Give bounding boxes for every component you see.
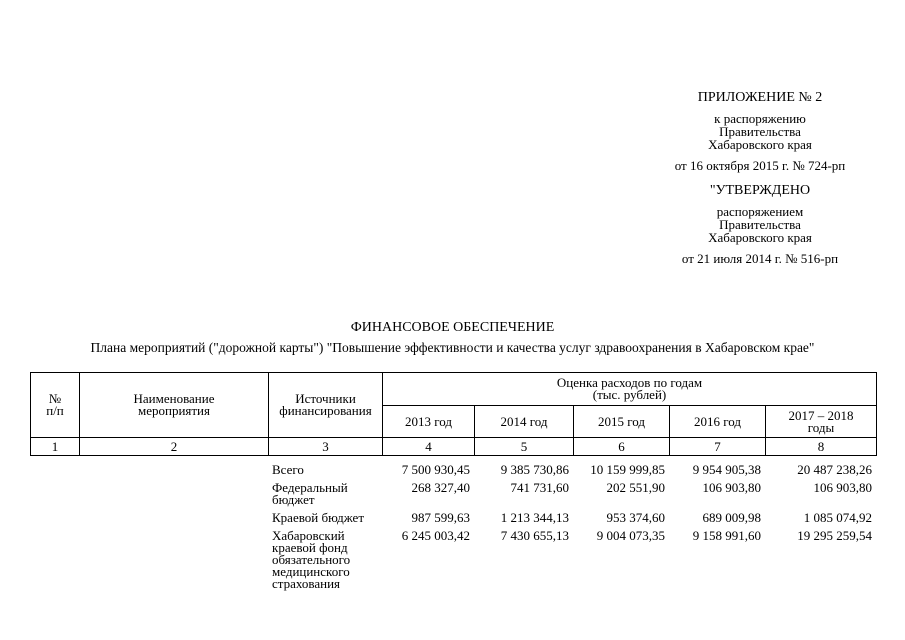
column-number: 7: [670, 438, 766, 456]
amount-cell: 19 295 259,54: [797, 528, 872, 543]
funding-source: Краевой бюджет: [272, 510, 365, 525]
amount-cell: 268 327,40: [411, 480, 470, 495]
header-year: 2015 год: [574, 406, 670, 438]
column-number: 8: [766, 438, 877, 456]
appendix-block: [640, 91, 880, 172]
column-number: 4: [383, 438, 475, 456]
header-year: 2013 год: [383, 406, 475, 438]
column-number: 3: [269, 438, 383, 456]
table-row: [268, 464, 876, 482]
appendix-line: к распоряжению: [714, 111, 806, 126]
amount-cell: 741 731,60: [510, 480, 569, 495]
header-funding-sources: Источники финансирования: [269, 373, 383, 438]
amount-cell: 9 954 905,38: [692, 462, 761, 477]
amount-cell: 1 213 344,13: [500, 510, 569, 525]
amount-cell: 10 159 999,85: [590, 462, 665, 477]
funding-source: Федеральный бюджет: [272, 480, 348, 507]
approved-block: [640, 184, 880, 265]
amount-cell: 7 430 655,13: [500, 528, 569, 543]
amount-cell: 106 903,80: [702, 480, 761, 495]
table-row: [268, 482, 876, 512]
amount-cell: 987 599,63: [411, 510, 470, 525]
amount-cell: 7 500 930,45: [401, 462, 470, 477]
financing-table-header: [30, 372, 877, 456]
amount-cell: 9 158 991,60: [692, 528, 761, 543]
approved-heading: "УТВЕРЖДЕНО: [709, 183, 811, 198]
financing-data: [268, 464, 876, 596]
appendix-line: Хабаровского края: [708, 137, 812, 152]
document-subtitle: Плана мероприятий ("дорожной карты") "Повышение эффективности и качества услуг здравоохранения в Хабаровском крае": [90, 340, 815, 355]
document-title: ФИНАНСОВОЕ ОБЕСПЕЧЕНИЕ: [350, 320, 555, 335]
approved-line: Хабаровского края: [708, 230, 812, 245]
header-activity-name: Наименование мероприятия: [80, 373, 269, 438]
appendix-date: от 16 октября 2015 г. № 724-рп: [674, 158, 846, 173]
column-number: 1: [31, 438, 80, 456]
table-row: [268, 512, 876, 530]
approved-line: распоряжением: [716, 204, 804, 219]
amount-cell: 106 903,80: [813, 480, 872, 495]
header-year: 2016 год: [670, 406, 766, 438]
amount-cell: 9 385 730,86: [500, 462, 569, 477]
amount-cell: 9 004 073,35: [596, 528, 665, 543]
approved-line: Правительства: [719, 217, 801, 232]
column-number: 6: [574, 438, 670, 456]
amount-cell: 20 487 238,26: [797, 462, 872, 477]
appendix-line: Правительства: [719, 124, 801, 139]
amount-cell: 6 245 003,42: [401, 528, 470, 543]
column-number: 5: [475, 438, 574, 456]
column-number: 2: [80, 438, 269, 456]
funding-source: Хабаровский краевой фонд обязательного медицинского страхования: [272, 528, 351, 591]
amount-cell: 953 374,60: [606, 510, 665, 525]
amount-cell: 1 085 074,92: [803, 510, 872, 525]
funding-source: Всего: [272, 462, 304, 477]
header-year: 2014 год: [475, 406, 574, 438]
approved-date: от 21 июля 2014 г. № 516-рп: [681, 251, 839, 266]
table-row: [268, 530, 876, 596]
amount-cell: 689 009,98: [702, 510, 761, 525]
appendix-heading: ПРИЛОЖЕНИЕ № 2: [697, 90, 823, 105]
header-cost-estimate: Оценка расходов по годам (тыс. рублей): [383, 373, 877, 406]
amount-cell: 202 551,90: [606, 480, 665, 495]
header-number: № п/п: [31, 373, 80, 438]
header-year: 2017 – 2018 годы: [766, 406, 877, 438]
